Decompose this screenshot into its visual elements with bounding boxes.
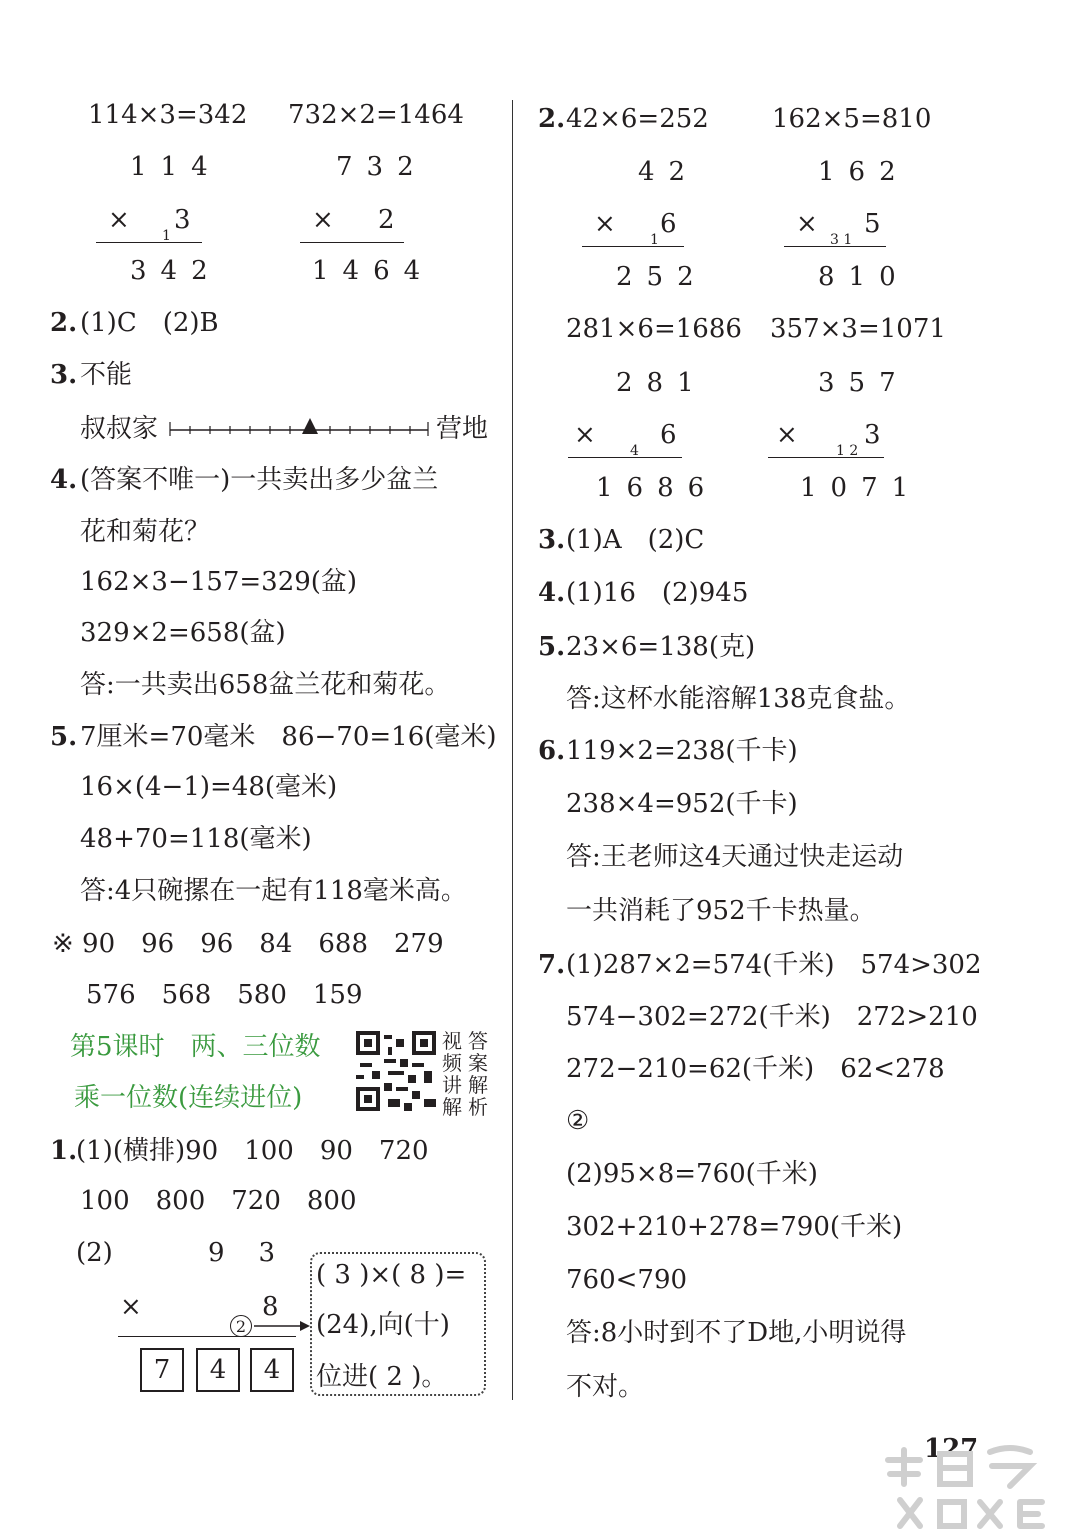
- column-divider: [512, 100, 513, 1400]
- video-label: 视频讲解: [442, 1029, 462, 1119]
- answer-line: (1)(横排)90 100 90 720: [76, 1136, 429, 1166]
- vertical-multiplier: 2: [378, 205, 395, 235]
- equation: 114×3=342: [88, 100, 248, 130]
- answer-line: 答:王老师这4天通过快走运动: [566, 842, 904, 872]
- answer-line: 7厘米=70毫米 86−70=16(毫米): [80, 722, 497, 752]
- vertical-top: 42: [638, 157, 700, 187]
- carry-digit: 3 1: [830, 232, 853, 248]
- answer-line: 100 800 720 800: [80, 1186, 357, 1216]
- number-line-diagram: [166, 414, 434, 444]
- vertical-result: 810: [818, 262, 910, 292]
- vertical-top: 281: [616, 368, 708, 398]
- equation: 357×3=1071: [770, 314, 946, 344]
- answer-line: (1)287×2=574(千米) 574>302: [566, 950, 982, 980]
- qr-code-icon[interactable]: [356, 1030, 436, 1112]
- answer-line: 花和菊花？: [80, 517, 211, 547]
- question-number: 3.: [538, 525, 566, 555]
- vertical-result: 252: [616, 262, 708, 292]
- question-number: 2.: [50, 308, 78, 338]
- end-label: 营地: [436, 414, 489, 444]
- answer-line: 329×2=658(盆): [80, 618, 286, 648]
- answer-line: 760<790: [566, 1265, 688, 1295]
- equation: 42×6=252: [566, 104, 709, 134]
- vertical-result: 1464: [312, 256, 435, 286]
- answer-line: 不对。: [566, 1372, 645, 1402]
- answer-line: 16×(4−1)=48(毫米): [80, 772, 338, 802]
- answer-line: 574−302=272(千米) 272>210: [566, 1002, 978, 1032]
- question-number: 7.: [538, 950, 566, 980]
- answer-line: 272−210=62(千米) 62<278: [566, 1054, 945, 1084]
- vertical-top: 357: [818, 368, 910, 398]
- vertical-rule: [96, 242, 202, 243]
- carry-circle: 2: [230, 1315, 252, 1337]
- question-number: 5.: [50, 722, 78, 752]
- lesson-title: 第5课时 两、三位数: [70, 1032, 321, 1062]
- note-line: 位进( 2 )。: [316, 1362, 448, 1392]
- answer-box: 7: [140, 1348, 184, 1392]
- question-number: 4.: [50, 465, 78, 495]
- times-sign: ×: [776, 420, 798, 450]
- question-number: 6.: [538, 736, 566, 766]
- carry-digit: 1: [162, 228, 171, 244]
- vertical-rule: [784, 246, 886, 247]
- carry-digit: 4: [630, 443, 639, 459]
- equation: 162×5=810: [772, 104, 932, 134]
- triangle-marker-icon: [302, 418, 318, 434]
- answer-line: 119×2=238(千卡): [566, 736, 798, 766]
- equation: 281×6=1686: [566, 314, 742, 344]
- answer-line: 答:4只碗摞在一起有118毫米高。: [80, 876, 467, 906]
- vertical-rule: [300, 242, 404, 243]
- start-label: 叔叔家: [80, 414, 159, 444]
- question-number: 4.: [538, 578, 566, 608]
- question-number: 5.: [538, 632, 566, 662]
- answer-line: (2)95×8=760(千米): [566, 1159, 818, 1189]
- vertical-multiplier: 8: [262, 1292, 279, 1322]
- answer-line: 162×3−157=329(盆): [80, 567, 358, 597]
- answer-line: 48+70=118(毫米): [80, 824, 312, 854]
- vertical-result: 1071: [800, 473, 923, 503]
- vertical-multiplier: 3: [864, 420, 881, 450]
- vertical-top: 162: [818, 157, 910, 187]
- answer-line: 一共消耗了952千卡热量。: [566, 896, 876, 926]
- answer-line: ②: [566, 1106, 590, 1136]
- vertical-multiplier: 6: [660, 209, 677, 239]
- note-line: (24),向(十): [316, 1310, 450, 1340]
- vertical-multiplier: 3: [174, 205, 191, 235]
- vertical-multiplier: 5: [864, 209, 881, 239]
- vertical-top: 732: [336, 152, 428, 182]
- vertical-rule: [582, 246, 684, 247]
- answer-line: 答:8小时到不了D地,小明说得: [566, 1318, 907, 1348]
- answer-text: (1)C (2)B: [80, 308, 219, 338]
- arrow-right-icon: [252, 1318, 312, 1334]
- vertical-rule: [568, 457, 682, 458]
- times-sign: ×: [574, 420, 596, 450]
- answer-text: (1)16 (2)945: [566, 578, 749, 608]
- watermark-logo: [880, 1440, 1060, 1530]
- answer-line: 302+210+278=790(千米): [566, 1212, 903, 1242]
- answer-box: 4: [250, 1348, 294, 1392]
- vertical-top: 93: [208, 1238, 310, 1268]
- question-number: 2.: [538, 104, 566, 134]
- answer-line: 答:这杯水能溶解138克食盐。: [566, 684, 911, 714]
- times-sign: ×: [312, 205, 334, 235]
- answer-text: 不能: [80, 360, 133, 390]
- vertical-multiplier: 6: [660, 420, 677, 450]
- answer-label: 答案解析: [468, 1029, 488, 1119]
- carry-digit: 1: [650, 232, 659, 248]
- times-sign: ×: [108, 205, 130, 235]
- vertical-result: 1686: [596, 473, 719, 503]
- answer-line: 238×4=952(千卡): [566, 789, 798, 819]
- vertical-rule: [768, 457, 884, 458]
- vertical-result: 342: [130, 256, 222, 286]
- page-number: 127: [924, 1434, 979, 1464]
- times-sign: ×: [796, 209, 818, 239]
- times-sign: ×: [594, 209, 616, 239]
- answer-text: (1)A (2)C: [566, 525, 705, 555]
- answer-line: 答:一共卖出658盆兰花和菊花。: [80, 670, 451, 700]
- answer-line: (答案不唯一)一共卖出多少盆兰: [80, 465, 439, 495]
- extra-answers: ※ 90 96 96 84 688 279: [52, 929, 444, 959]
- question-number: 1.: [50, 1136, 78, 1166]
- sub-question-label: (2): [76, 1238, 113, 1268]
- carry-digit: 1 2: [836, 443, 859, 459]
- vertical-top: 114: [130, 152, 222, 182]
- times-sign: ×: [120, 1292, 142, 1322]
- extra-answers: 576 568 580 159: [86, 980, 363, 1010]
- equation: 732×2=1464: [288, 100, 464, 130]
- lesson-subtitle: 乘一位数(连续进位): [74, 1083, 303, 1113]
- answer-box: 4: [196, 1348, 240, 1392]
- question-number: 3.: [50, 360, 78, 390]
- note-line: ( 3 )×( 8 )=: [316, 1260, 467, 1290]
- vertical-rule: [118, 1336, 296, 1337]
- answer-line: 23×6=138(克): [566, 632, 756, 662]
